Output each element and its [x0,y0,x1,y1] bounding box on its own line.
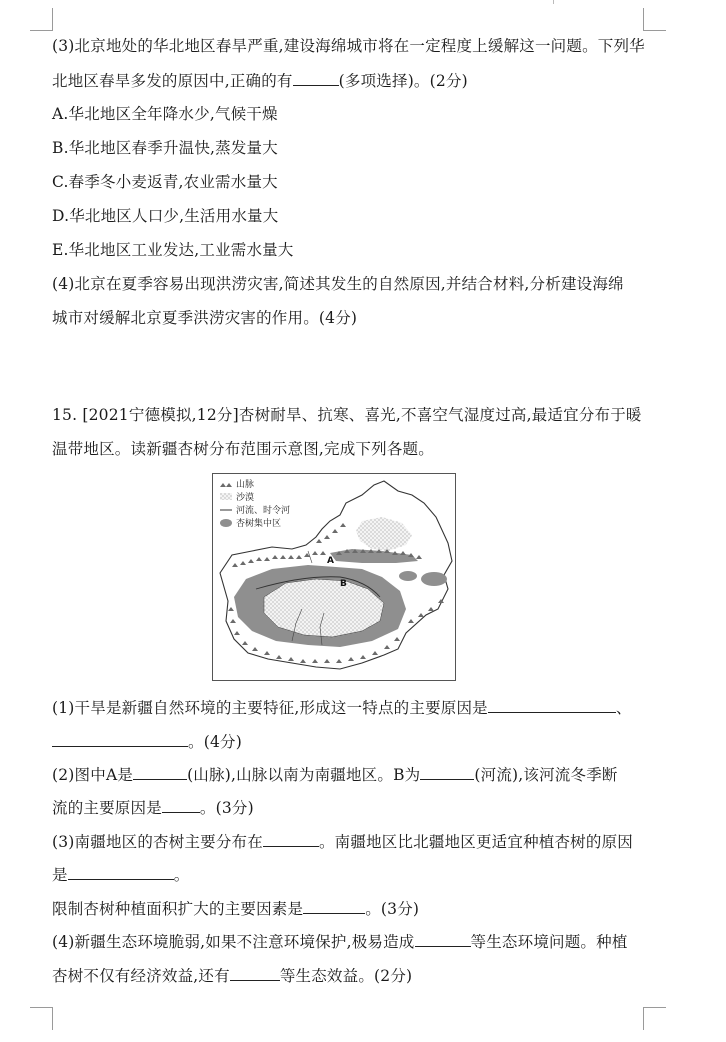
sub1-line-1 [52,697,632,718]
sub2-text-c: (河流),该河流冬季断 [474,766,618,784]
sub2-blank-mountain[interactable] [133,764,187,780]
option-c: C.春季冬小麦返青,农业需水量大 [52,173,278,191]
sub3-text-b: 。南疆地区比北疆地区更适宜种植杏树的原因 [318,833,633,851]
sub3-line-3 [52,898,419,919]
option-e: E.华北地区工业发达,工业需水量大 [52,241,294,259]
corner-mark-top-left [30,8,53,31]
sub1-points: 。(4分) [188,733,242,751]
xinjiang-apricot-map [212,473,456,681]
sub4-blank-problems[interactable] [415,931,471,947]
map-label-a: A [327,556,334,566]
q3-prompt: 北地区春旱多发的原因中,正确的有 [52,72,293,90]
sub4-line-1 [52,931,628,952]
sub2-blank-reason[interactable] [162,797,200,813]
sub1-blank-1[interactable] [488,697,616,713]
apricot-zone-east-1 [399,571,417,581]
sub2-text-a: (2)图中A是 [52,766,134,784]
corner-mark-bottom-left [30,1007,53,1030]
sub2-text-e: 。(3分) [199,799,254,817]
sub3-text-f: 。(3分) [365,900,420,918]
sub4-line-2 [52,965,412,986]
sub3-blank-factor[interactable] [303,898,365,914]
corner-mark-bottom-right [643,1007,666,1030]
top-tick-mark [553,0,554,4]
legend-desert-label: 沙漠 [236,493,255,503]
sub1-blank-2[interactable] [52,731,188,747]
q3-line-1: (3)北京地处的华北地区春旱严重,建设海绵城市将在一定程度上缓解这一问题。下列华 [52,37,645,55]
sub3-text-a: (3)南疆地区的杏树主要分布在 [52,833,263,851]
sub3-line-2 [52,864,189,885]
option-b: B.华北地区春季升温快,蒸发量大 [52,139,278,157]
legend-apricot-swatch [220,519,232,527]
legend-mountain-label: 山脉 [236,480,255,490]
sub1-separator: 、 [615,699,632,717]
sub4-text-a: (4)新疆生态环境脆弱,如果不注意环境保护,极易造成 [52,933,415,951]
sub3-line-1 [52,831,633,852]
sub4-text-d: 等生态效益。(2分) [279,967,413,985]
option-d: D.华北地区人口少,生活用水量大 [52,207,279,225]
sub1-line-2 [52,731,242,752]
legend-river-label: 河流、时令河 [236,506,291,516]
apricot-zone-east-2 [421,572,447,586]
q3-suffix: (多项选择)。(2分) [338,72,468,90]
option-a: A.华北地区全年降水少,气候干燥 [52,105,278,123]
sub2-line-2 [52,797,254,818]
sub2-text-d: 流的主要原因是 [52,799,162,817]
q4-line-1: (4)北京在夏季容易出现洪涝灾害,简述其发生的自然原因,并结合材料,分析建设海绵 [52,275,624,293]
q15-intro-line-1: 15. [2021宁德模拟,12分]杏树耐旱、抗寒、喜光,不喜空气湿度过高,最适宜分布于暖 [52,406,642,424]
legend-desert-swatch [220,493,232,500]
sub3-text-d: 。 [173,866,190,884]
map-label-b: B [340,579,347,589]
sub3-blank-location[interactable] [263,831,319,847]
q3-answer-blank[interactable] [293,70,339,86]
corner-mark-top-right [643,8,666,31]
sub3-blank-reason[interactable] [68,864,174,880]
sub4-text-b: 等生态环境问题。种植 [470,933,628,951]
sub2-line-1 [52,764,618,785]
sub3-text-e: 限制杏树种植面积扩大的主要因素是 [52,900,304,918]
sub4-blank-benefits[interactable] [230,965,280,981]
q15-intro-line-2: 温带地区。读新疆杏树分布范围示意图,完成下列各题。 [52,440,434,458]
q4-line-2: 城市对缓解北京夏季洪涝灾害的作用。(4分) [52,309,358,327]
sub1-prompt: (1)干旱是新疆自然环境的主要特征,形成这一特点的主要原因是 [52,699,488,717]
sub2-text-b: (山脉),山脉以南为南疆地区。B为 [187,766,421,784]
legend-apricot-label: 杏树集中区 [236,519,282,529]
q3-line-2 [52,70,468,91]
sub4-text-c: 杏树不仅有经济效益,还有 [52,967,230,985]
sub3-text-c: 是 [52,866,68,884]
sub2-blank-river[interactable] [420,764,474,780]
